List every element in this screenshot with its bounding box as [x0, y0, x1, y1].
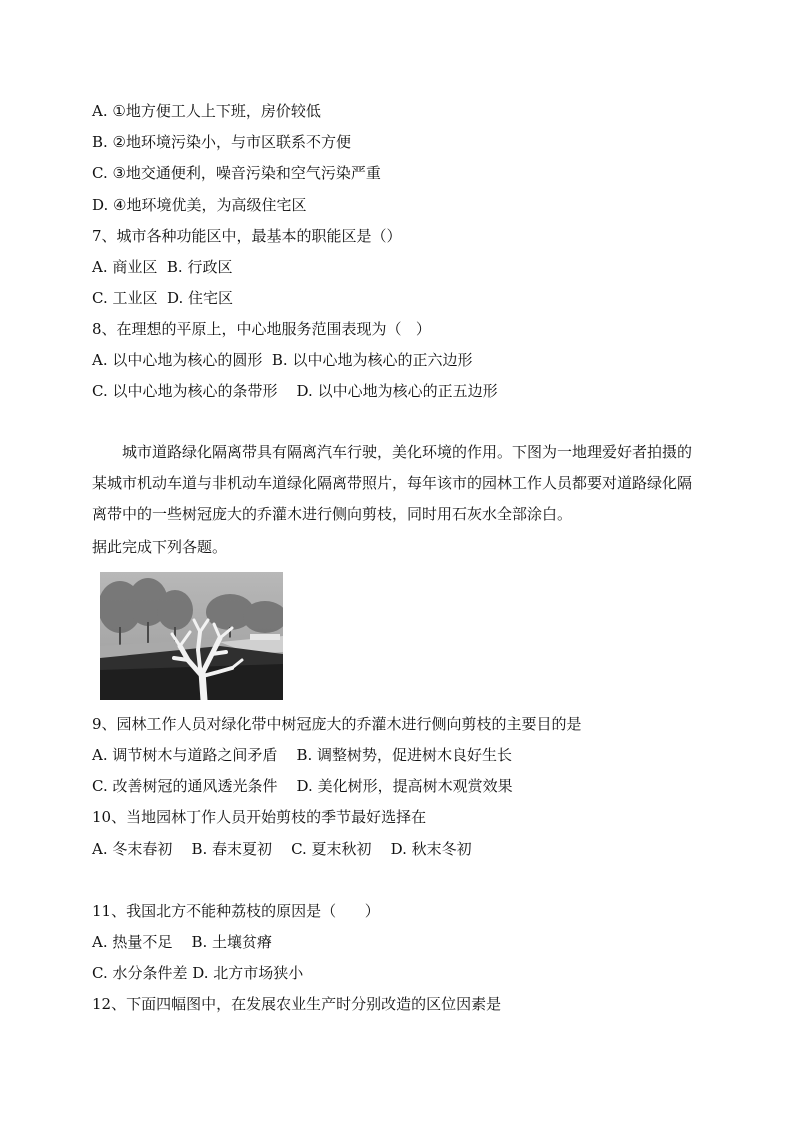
tree-photo-illustration	[100, 572, 283, 700]
passage-instruction: 据此完成下列各题。	[92, 538, 228, 556]
q12-stem: 12、下面四幅图中，在发展农业生产时分别改造的区位因素是	[92, 995, 502, 1013]
q8-option-ab: A. 以中心地为核心的圆形 B. 以中心地为核心的正六边形	[92, 351, 473, 369]
q6-option-b: B. ②地环境污染小，与市区联系不方便	[92, 133, 352, 151]
q10-options: A. 冬末春初 B. 春末夏初 C. 夏末秋初 D. 秋末冬初	[92, 840, 472, 858]
hedge-tree-photo	[100, 572, 283, 700]
q11-stem: 11、我国北方不能种荔枝的原因是（ ）	[92, 902, 380, 920]
q10-stem: 10、当地园林丁作人员开始剪枝的季节最好选择在	[92, 808, 427, 826]
q9-option-cd: C. 改善树冠的通风透光条件 D. 美化树形，提高树木观赏效果	[92, 777, 513, 795]
q9-stem: 9、园林工作人员对绿化带中树冠庞大的乔灌木进行侧向剪枝的主要目的是	[92, 715, 582, 733]
q9-option-ab: A. 调节树木与道路之间矛盾 B. 调整树势，促进树木良好生长	[92, 746, 513, 764]
q7-option-ab: A. 商业区 B. 行政区	[92, 258, 233, 276]
q7-stem: 7、城市各种功能区中，最基本的职能区是（）	[92, 227, 402, 245]
q11-option-ab: A. 热量不足 B. 土壤贫瘠	[92, 933, 273, 951]
q8-option-cd: C. 以中心地为核心的条带形 D. 以中心地为核心的正五边形	[92, 382, 498, 400]
q11-option-cd: C. 水分条件差 D. 北方市场狭小	[92, 964, 304, 982]
q6-option-d: D. ④地环境优美，为高级住宅区	[92, 196, 307, 214]
passage-body: 城市道路绿化隔离带具有隔离汽车行驶，美化环境的作用。下图为一地理爱好者拍摄的某城市机动车道与非机动车道绿化隔离带照片，每年该市的园林工作人员都要对道路绿化隔离带中的一些树冠庞大的乔灌木进行侧向剪枝，同时用石灰水全部涂白。	[92, 443, 693, 523]
q8-stem: 8、在理想的平原上，中心地服务范围表现为（ ）	[92, 320, 431, 338]
q7-option-cd: C. 工业区 D. 住宅区	[92, 289, 234, 307]
q6-option-c: C. ③地交通便利，噪音污染和空气污染严重	[92, 164, 381, 182]
q6-option-a: A. ①地方便工人上下班，房价较低	[92, 102, 321, 120]
passage-text	[92, 437, 702, 530]
